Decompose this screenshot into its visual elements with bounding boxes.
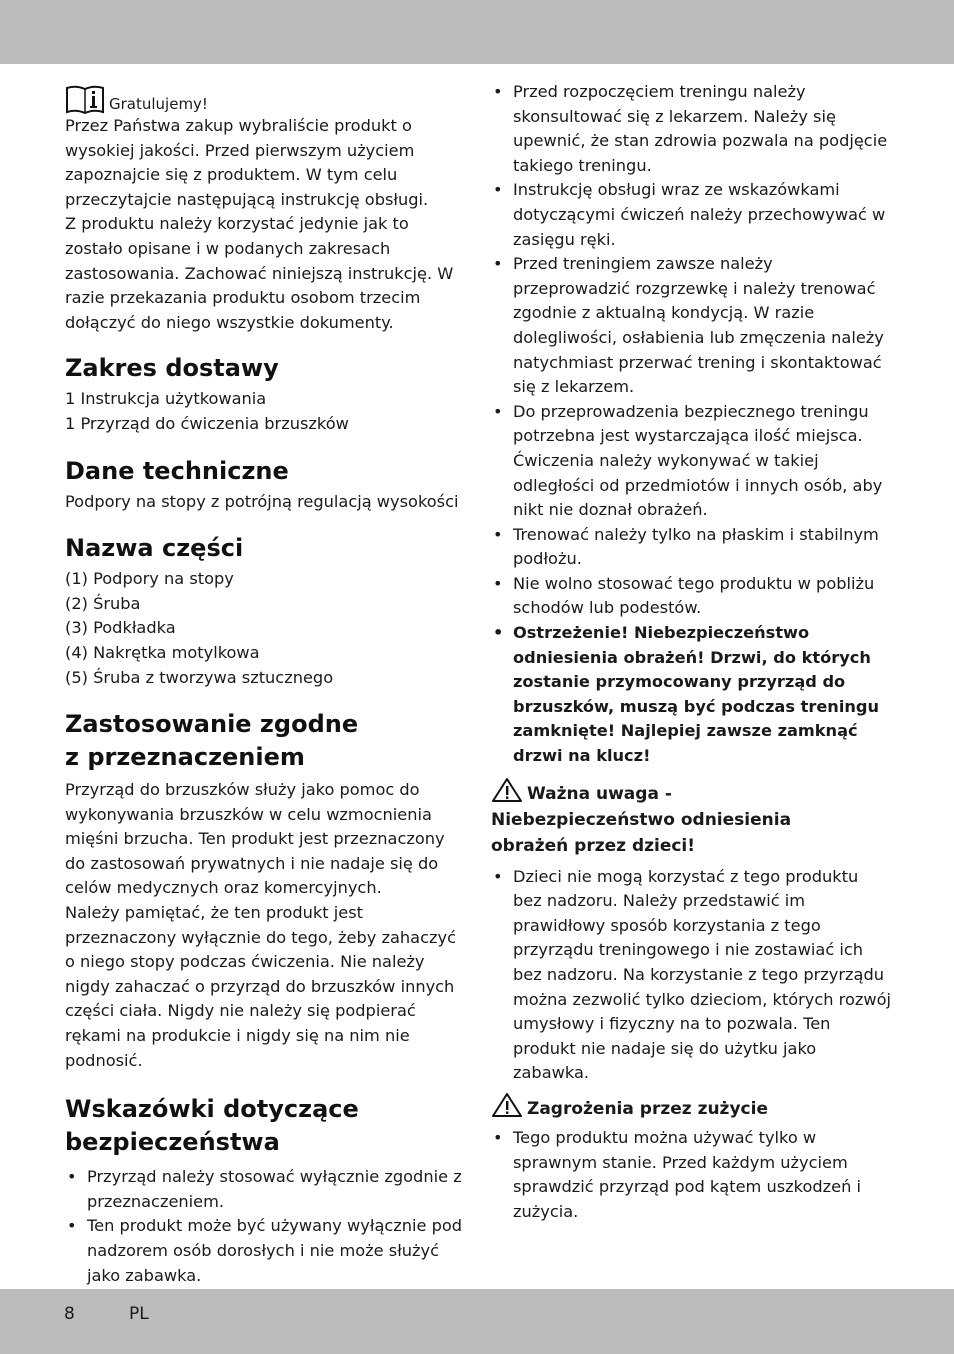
delivery-item: 1 Przyrząd do ćwiczenia brzuszków (65, 413, 349, 433)
list-item: • Ten produkt może być używany wyłącznie pod nadzorem osób dorosłych i nie może służyć jako zabawka. (65, 1214, 465, 1288)
list-item: • Trenować należy tylko na płaskim i stabilnym podłożu. (491, 523, 891, 572)
warning-list-item: • Ostrzeżenie! Niebezpieczeństwo odniesienia obrażeń! Drzwi, do których zostanie przymocowany przyrząd do brzuszków, muszą być podczas treningu zamknięte! Najlepiej zawsze zamknąć drzwi na klucz! (491, 621, 891, 769)
list-item: • Przed treningiem zawsze należy przeprowadzić rozgrzewkę i należy trenować zgodnie z aktualną kondycją. W razie dolegliwości, osłabienia lub zmęczenia należy natychmiast przerwać trening i skontaktować się z lekarzem. (491, 252, 891, 400)
warning-triangle-icon (491, 777, 523, 803)
intro-greeting: Gratulujemy! (109, 95, 208, 113)
part-item: (1) Podpory na stopy (65, 569, 234, 589)
delivery-heading: Zakres dostawy (65, 354, 279, 383)
tech-heading: Dane techniczne (65, 456, 289, 485)
part-item: (2) Śruba (65, 593, 141, 613)
part-item: (3) Podkładka (65, 618, 176, 638)
list-item: • Nie wolno stosować tego produktu w pobliżu schodów lub podestów. (491, 572, 891, 621)
left-column (65, 84, 465, 1288)
list-item: • Do przeprowadzenia bezpiecznego treningu potrzebna jest wystarczająca ilość miejsca. Ćwiczenia należy wykonywać w takiej odległości od przedmiotów i innych osób, aby nikt nie doznał obrażeń. (491, 400, 891, 523)
usage-paragraph: Przyrząd do brzuszków służy jako pomoc do wykonywania brzuszków w celu wzmocnienia mięśni brzucha. Ten produkt jest przeznaczony do zastosowań prywatnych i nie nadaje się do celów medycznych oraz komercyjnych. (65, 780, 445, 898)
tech-text: Podpory na stopy z potrójną regulacją wysokości (65, 491, 459, 511)
usage-paragraph: Należy pamiętać, że ten produkt jest przeznaczony wyłącznie do tego, żeby zahaczyć o niego stopy podczas ćwiczenia. Nie należy nigdy zahaczać o przyrząd do brzuszków innych części ciała. Nigdy nie należy się podpierać rękami na produkcie i nigdy się na nim nie podnosić. (65, 903, 456, 1070)
right-column (491, 80, 891, 1224)
children-warning-heading: Ważna uwaga - Niebezpieczeństwo odniesienia obrażeń przez dzieci! (491, 777, 891, 859)
page-number: 8 (64, 1304, 75, 1324)
list-item: • Przed rozpoczęciem treningu należy skonsultować się z lekarzem. Należy się upewnić, że stan zdrowia pozwala na podjęcie takiego treningu. (491, 80, 891, 178)
list-item: • Tego produktu można używać tylko w sprawnym stanie. Przed każdym użyciem sprawdzić przyrząd pod kątem uszkodzeń i zużycia. (491, 1126, 891, 1224)
warning-triangle-icon (491, 1092, 523, 1118)
list-item: • Instrukcję obsługi wraz ze wskazówkami dotyczącymi ćwiczeń należy przechowywać w zasięgu ręki. (491, 178, 891, 252)
list-item: • Przyrząd należy stosować wyłącznie zgodnie z przeznaczeniem. (65, 1165, 465, 1214)
safety-list-left (65, 1165, 465, 1288)
info-book-icon (65, 84, 105, 114)
intro-paragraph: Przez Państwa zakup wybraliście produkt o wysokiej jakości. Przed pierwszym użyciem zapoznajcie się z produktem. W tym celu przeczytajcie następującą instrukcję obsługi. (65, 116, 429, 209)
header-band (0, 0, 954, 64)
language-code: PL (129, 1304, 149, 1324)
part-item: (4) Nakrętka motylkowa (65, 642, 260, 662)
safety-list-right (491, 80, 891, 769)
safety-heading: Wskazówki dotyczące bezpieczeństwa (65, 1095, 359, 1157)
parts-heading: Nazwa części (65, 534, 244, 563)
wear-list (491, 1126, 891, 1224)
list-item: • Dzieci nie mogą korzystać z tego produktu bez nadzoru. Należy przedstawić im prawidłowy sposób korzystania z tego przyrządu treningowego i nie zostawiać ich bez nadzoru. Na korzystanie z tego przyrządu można zezwolić tylko dzieciom, których rozwój umysłowy i fizyczny na to pozwala. Ten produkt nie nadaje się do użytku jako zabawka. (491, 865, 891, 1086)
delivery-item: 1 Instrukcja użytkowania (65, 389, 267, 409)
intro-paragraph: Z produktu należy korzystać jedynie jak to zostało opisane i w podanych zakresach zastosowania. Zachować niniejszą instrukcję. W razie przekazania produktu osobom trzecim dołączyć do niego wszystkie dokumenty. (65, 214, 454, 332)
part-item: (5) Śruba z tworzywa sztucznego (65, 667, 334, 687)
usage-heading: Zastosowanie zgodne z przeznaczeniem (65, 710, 359, 772)
wear-warning-heading: Zagrożenia przez zużycie (491, 1092, 891, 1122)
children-list (491, 865, 891, 1086)
